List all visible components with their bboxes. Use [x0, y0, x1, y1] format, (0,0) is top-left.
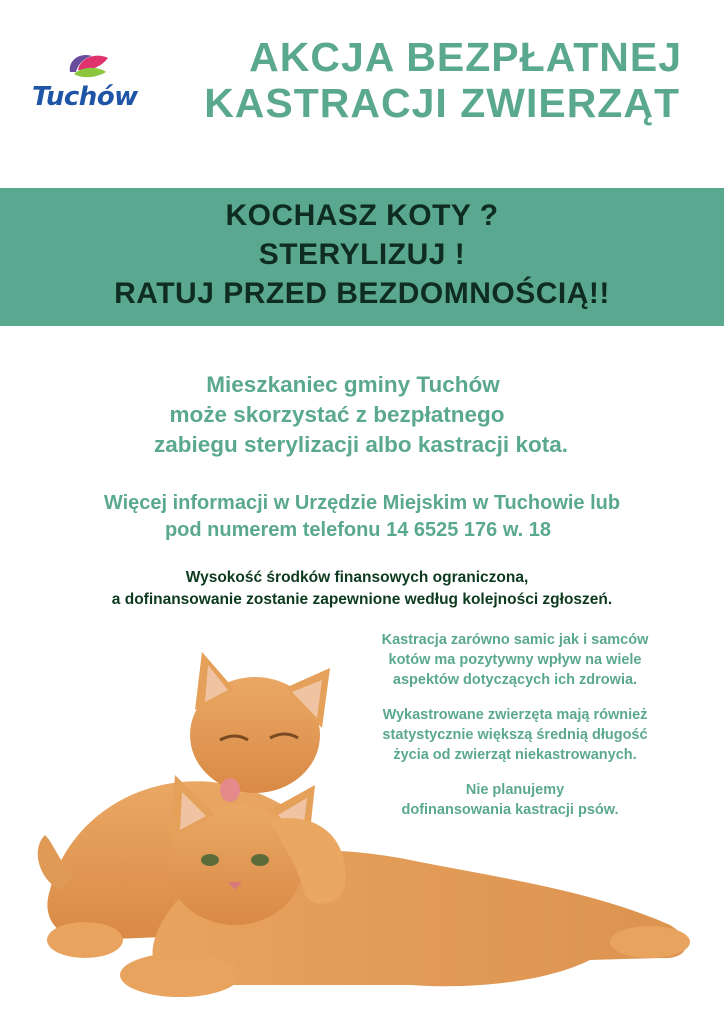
fact-3-line-2: dofinansowania kastracji psów.	[401, 802, 619, 818]
fact-3-line-1: Nie planujemy	[465, 782, 565, 798]
fact-2-line-3: życia od zwierząt niekastrowanych.	[393, 747, 637, 763]
fact-1-line-1: Kastracja zarówno samic jak i samców	[381, 632, 649, 648]
info-line-2: pod numerem telefonu 14 6525 176 w. 18	[164, 519, 552, 541]
funding-line-2: a dofinansowanie zostanie zapewnione według kolejności zgłoszeń.	[111, 591, 613, 608]
tuchow-logo	[30, 50, 142, 120]
fact-2-line-1: Wykastrowane zwierzęta mają również	[382, 707, 648, 723]
intro-line-1: Mieszkaniec gminy Tuchów	[206, 372, 500, 397]
slogan-banner	[0, 188, 724, 326]
title-line-1: AKCJA BEZPŁATNEJ	[249, 34, 682, 80]
fact-paragraph-1	[340, 630, 690, 690]
banner-line-1: KOCHASZ KOTY ?	[225, 199, 499, 232]
banner-line-2: STERYLIZUJ !	[258, 238, 466, 271]
title-line-2: KASTRACJI ZWIERZĄT	[204, 80, 680, 126]
fact-paragraph-2	[340, 705, 690, 765]
fact-paragraph-3	[340, 780, 690, 820]
intro-line-2: może skorzystać z bezpłatnego	[169, 402, 505, 427]
page-title	[150, 34, 710, 126]
intro-text	[0, 370, 724, 460]
logo-emblem-icon	[66, 50, 110, 80]
funding-line-1: Wysokość środków finansowych ograniczona,	[185, 569, 529, 586]
fact-2-line-2: statystycznie większą średnią długość	[382, 727, 648, 743]
health-facts	[340, 630, 690, 835]
fact-1-line-2: kotów ma pozytywny wpływ na wiele	[388, 652, 642, 668]
fact-1-line-3: aspektów dotyczących ich zdrowia.	[392, 672, 638, 688]
intro-line-3: zabiegu sterylizacji albo kastracji kota.	[154, 432, 568, 457]
logo-text: Tuchów	[32, 82, 138, 112]
banner-line-3: RATUJ PRZED BEZDOMNOŚCIĄ!!	[114, 277, 610, 310]
funding-notice	[0, 567, 724, 611]
contact-info	[0, 490, 724, 544]
info-line-1: Więcej informacji w Urzędzie Miejskim w Tuchowie lub	[103, 492, 621, 514]
